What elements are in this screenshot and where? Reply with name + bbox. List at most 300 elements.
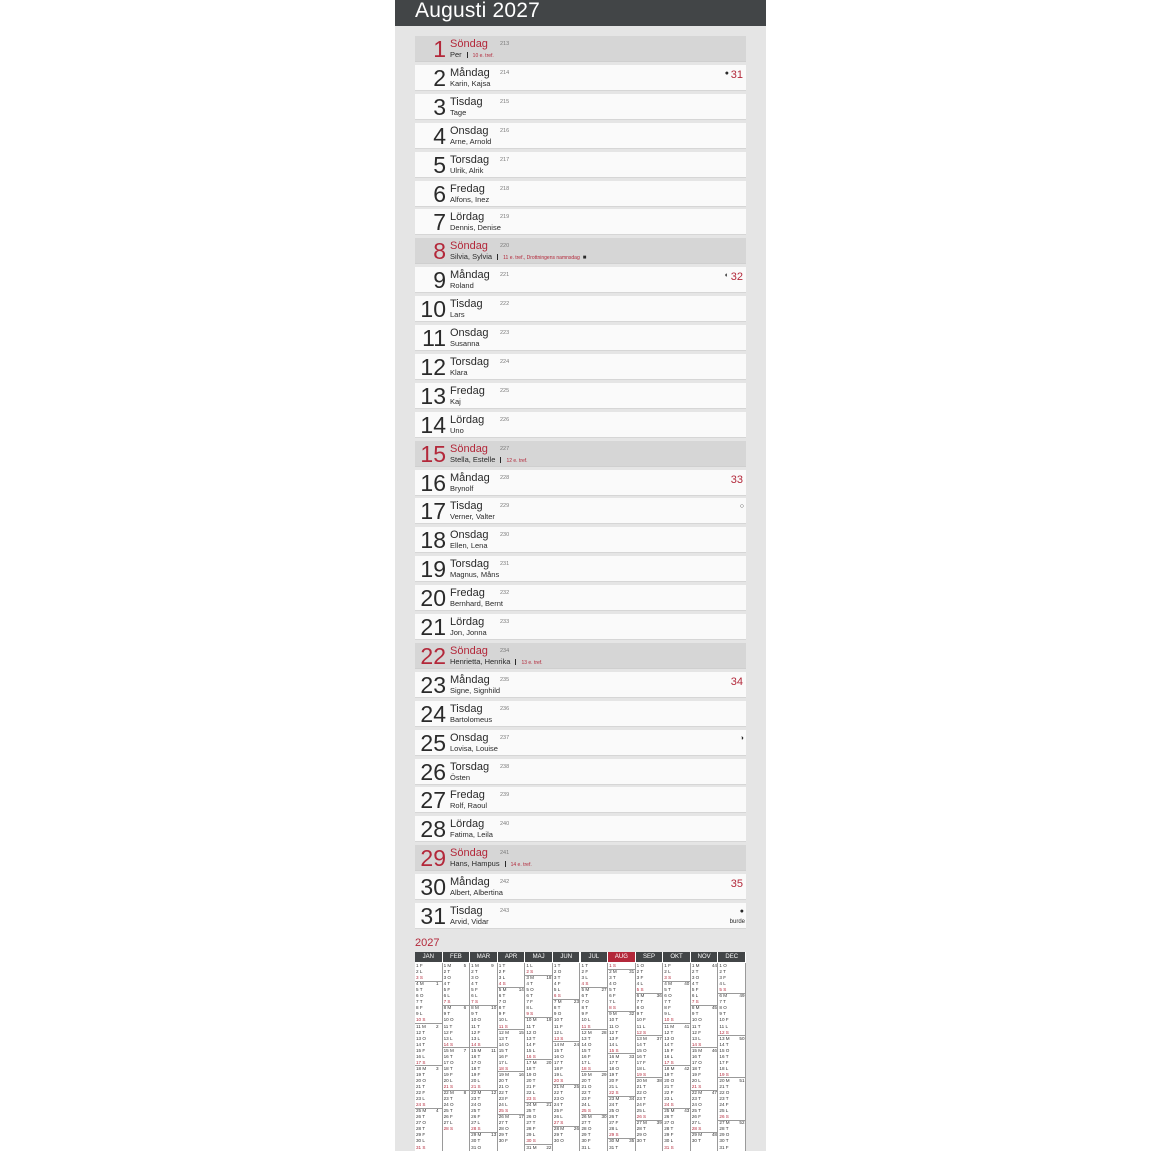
mini-day: 26 M 30 <box>581 1114 607 1120</box>
day-number: 16 <box>420 469 446 496</box>
mini-day: 19 L <box>553 1071 563 1077</box>
mini-day: 4 S <box>498 981 506 987</box>
mini-day: 22 M 47 <box>691 1090 717 1096</box>
mini-week-number: 38 <box>656 1077 662 1083</box>
mini-day: 6 T <box>526 993 533 999</box>
mini-day: 10 O <box>443 1017 454 1023</box>
mini-day: 23 T <box>471 1096 481 1102</box>
mini-day: 26 T <box>609 1114 619 1120</box>
year-calendar <box>415 952 746 1151</box>
mini-day: 9 T <box>443 1011 451 1017</box>
day-number: 3 <box>433 93 446 120</box>
mini-day: 25 S <box>498 1108 509 1114</box>
weekday-label: Måndag <box>450 66 490 79</box>
day-number: 9 <box>433 267 446 294</box>
mini-day: 23 T <box>719 1096 729 1102</box>
mini-day: 19 M 16 <box>498 1071 524 1077</box>
mini-day: 22 T <box>553 1090 564 1096</box>
name-day <box>450 368 468 377</box>
mini-day: 16 F <box>581 1053 591 1059</box>
weekday-label: Måndag <box>450 876 490 889</box>
mini-day: 8 M 45 <box>691 1005 717 1011</box>
mini-week-number: 30 <box>601 1114 607 1120</box>
mini-day: 4 S <box>581 981 589 987</box>
mini-day: 10 T <box>553 1017 564 1023</box>
weekday-label: Lördag <box>450 818 485 831</box>
mini-week-number: 37 <box>656 1035 662 1041</box>
mini-day: 4 M 40 <box>664 981 690 987</box>
day-number: 2 <box>433 64 446 91</box>
mini-day: 5 T <box>664 987 671 993</box>
day-row <box>415 354 746 380</box>
mini-day: 27 F <box>609 1120 619 1126</box>
mini-day: 13 T <box>526 1035 536 1041</box>
weekday-label: Måndag <box>450 269 490 282</box>
day-of-year: 225 <box>500 387 510 394</box>
mini-day: 26 F <box>471 1114 481 1120</box>
mini-day: 24 T <box>609 1102 619 1108</box>
weekday-label: Tisdag <box>450 95 483 108</box>
mini-day: 31 F <box>719 1144 729 1150</box>
name-day <box>450 281 474 290</box>
mini-day: 11 M 2 <box>416 1023 439 1029</box>
moon-phase-icon: ● <box>724 69 729 77</box>
mini-day: 24 O <box>471 1102 482 1108</box>
mini-day: 4 M 1 <box>416 981 439 987</box>
mini-day: 22 M 12 <box>471 1090 497 1096</box>
mini-day: 17 L <box>498 1059 508 1065</box>
name-day-text: Kaj <box>450 396 461 406</box>
moon-phase-icon: ○ <box>739 503 744 511</box>
mini-day: 29 L <box>526 1132 536 1138</box>
day-number: 25 <box>420 729 446 756</box>
mini-day: 23 M 34 <box>609 1096 635 1102</box>
mini-day: 13 O <box>416 1035 426 1041</box>
day-of-year: 222 <box>500 301 510 308</box>
mini-week-number: 10 <box>491 1005 497 1011</box>
brand-logo: burde <box>729 919 745 925</box>
mini-day: 17 S <box>664 1059 674 1065</box>
day-row <box>415 383 746 409</box>
mini-day: 5 F <box>691 987 699 993</box>
mini-day: 23 L <box>664 1096 674 1102</box>
mini-day: 23 T <box>636 1096 646 1102</box>
mini-day: 18 T <box>443 1065 453 1071</box>
name-day <box>450 686 500 695</box>
mini-day: 24 L <box>498 1102 508 1108</box>
day-number: 11 <box>422 325 446 351</box>
mini-day: 28 S <box>471 1126 481 1132</box>
mini-day: 23 T <box>443 1096 453 1102</box>
mini-week-number: 25 <box>573 1084 580 1089</box>
mini-day: 28 T <box>719 1126 729 1132</box>
mini-week-number: 12 <box>491 1090 497 1096</box>
mini-week-number: 40 <box>684 981 690 987</box>
mini-day: 10 O <box>471 1017 482 1023</box>
mini-day: 28 S <box>691 1126 702 1132</box>
mini-day: 27 T <box>526 1120 536 1126</box>
name-day <box>450 484 473 493</box>
day-number: 28 <box>420 816 446 843</box>
weekday-label: Måndag <box>450 471 490 484</box>
mini-day: 27 L <box>443 1120 453 1126</box>
month-column <box>636 963 664 1151</box>
mini-week-number: 33 <box>629 1053 635 1059</box>
mini-day: 14 T <box>719 1041 729 1047</box>
mini-day: 29 T <box>553 1132 564 1138</box>
day-of-year: 226 <box>500 416 510 423</box>
separator-mark <box>497 254 498 260</box>
name-day <box>450 397 461 406</box>
name-day-text: Henrietta, Henrika <box>450 656 511 666</box>
mini-day: 23 O <box>553 1096 564 1102</box>
mini-day: 6 O <box>664 993 672 999</box>
mini-day: 2 S <box>526 969 534 975</box>
mini-day: 18 O <box>609 1065 620 1071</box>
mini-day: 31 L <box>581 1144 591 1150</box>
mini-day: 22 L <box>526 1090 536 1096</box>
mini-day: 25 T <box>443 1108 453 1114</box>
mini-day: 25 T <box>691 1108 701 1114</box>
mini-day: 1 M 44 <box>691 963 717 968</box>
church-day-note: 12 e. tref. <box>506 457 528 464</box>
name-day-text: Magnus, Måns <box>450 570 500 580</box>
week-number: 33 <box>730 473 743 486</box>
mini-day: 24 F <box>719 1102 729 1108</box>
mini-day: 5 L <box>553 987 561 993</box>
day-number: 12 <box>420 353 446 380</box>
day-row <box>415 816 746 842</box>
mini-day: 29 M 48 <box>691 1132 717 1138</box>
mini-week-number: 45 <box>711 1005 717 1011</box>
mini-day: 14 T <box>636 1041 646 1047</box>
month-column <box>691 963 719 1151</box>
mini-day: 29 M 13 <box>471 1132 497 1138</box>
mini-day: 15 T <box>553 1047 564 1053</box>
day-number: 19 <box>420 556 446 583</box>
mini-day: 12 F <box>443 1029 453 1035</box>
mini-day: 23 L <box>416 1096 425 1102</box>
mini-day: 19 T <box>609 1071 619 1077</box>
mini-day: 11 S <box>498 1023 508 1029</box>
day-number: 24 <box>420 700 446 727</box>
mini-day: 9 O <box>553 1011 562 1017</box>
day-number: 31 <box>420 903 446 929</box>
day-of-year: 231 <box>500 561 510 568</box>
weekday-label: Fredag <box>450 384 485 397</box>
day-of-year: 219 <box>500 214 510 221</box>
mini-day: 20 M 51 <box>719 1077 745 1083</box>
mini-day: 29 F <box>664 1132 674 1138</box>
name-day-text: Alfons, Inez <box>450 194 490 204</box>
calendar-page <box>395 0 766 1151</box>
mini-day: 8 M 10 <box>471 1005 497 1011</box>
mini-day: 26 M 17 <box>498 1114 524 1120</box>
name-day-text: Susanna <box>450 339 480 348</box>
mini-day: 24 F <box>636 1102 646 1108</box>
month-header-jan: JAN <box>415 952 443 962</box>
day-row <box>415 152 746 178</box>
mini-day: 18 T <box>526 1065 536 1071</box>
mini-day: 6 L <box>443 993 450 999</box>
mini-day: 1 M 5 <box>443 963 467 968</box>
mini-week-number: 27 <box>601 987 607 993</box>
weekday-label: Fredag <box>450 587 485 600</box>
mini-day: 14 T <box>664 1041 674 1047</box>
mini-week-number: 29 <box>601 1071 607 1077</box>
name-day <box>450 830 493 839</box>
mini-day: 7 S <box>443 999 451 1005</box>
day-of-year: 237 <box>500 734 510 741</box>
day-of-year: 227 <box>500 445 510 452</box>
day-of-year: 224 <box>500 358 510 365</box>
week-number: 31 <box>730 68 743 81</box>
mini-day: 25 M 4 <box>416 1108 439 1114</box>
name-day-text: Ellen, Lena <box>450 541 488 551</box>
mini-day: 22 S <box>609 1090 619 1096</box>
weekday-label: Torsdag <box>450 558 490 571</box>
day-row <box>415 903 746 929</box>
mini-day: 5 O <box>526 987 534 993</box>
mini-week-number: 16 <box>518 1071 524 1077</box>
mini-week-number: 35 <box>629 1138 635 1144</box>
mini-day: 10 S <box>664 1017 674 1023</box>
church-day-note: 11 e. tref., Drottningens namnsdag <box>503 255 580 262</box>
mini-day: 5 F <box>443 987 451 993</box>
church-day-note: 10 e. tref. <box>472 53 494 59</box>
mini-day: 15 T <box>581 1047 591 1053</box>
day-number: 6 <box>433 180 446 207</box>
name-day <box>450 570 499 579</box>
day-row <box>415 412 746 438</box>
mini-day: 4 O <box>609 981 617 987</box>
day-number: 21 <box>420 614 446 640</box>
mini-day: 12 M 28 <box>581 1029 607 1035</box>
mini-day: 1 F <box>416 963 423 968</box>
mini-day: 17 L <box>581 1059 591 1065</box>
mini-day: 25 L <box>719 1108 729 1114</box>
mini-day: 24 L <box>581 1102 591 1108</box>
name-day <box>450 339 480 348</box>
mini-day: 31 O <box>471 1144 482 1150</box>
mini-day: 29 T <box>498 1132 508 1138</box>
mini-day: 15 O <box>719 1047 730 1053</box>
mini-day: 17 T <box>553 1059 564 1065</box>
mini-day: 26 F <box>691 1114 702 1120</box>
mini-day: 29 O <box>636 1132 647 1138</box>
mini-day: 11 T <box>526 1023 536 1029</box>
mini-day: 3 F <box>636 975 644 981</box>
mini-week-number: 36 <box>656 993 662 999</box>
mini-day: 8 F <box>416 1005 423 1011</box>
mini-day: 1 M 9 <box>471 963 494 968</box>
separator-mark <box>515 659 516 665</box>
mini-day: 9 L <box>416 1011 423 1017</box>
mini-day: 8 O <box>719 1005 727 1011</box>
mini-day: 13 M 37 <box>636 1035 662 1041</box>
mini-week-number: 3 <box>436 1065 439 1071</box>
mini-day: 15 F <box>416 1047 426 1053</box>
mini-day: 16 T <box>636 1053 646 1059</box>
day-row <box>415 94 746 120</box>
mini-day: 16 T <box>443 1053 453 1059</box>
mini-day: 5 S <box>719 987 727 993</box>
name-day <box>450 744 498 753</box>
day-of-year: 239 <box>500 792 510 799</box>
mini-day: 15 S <box>609 1047 619 1053</box>
mini-day: 24 M 21 <box>526 1102 552 1108</box>
mini-day: 7 T <box>664 999 671 1005</box>
mini-week-number: 4 <box>436 1108 439 1114</box>
mini-day: 7 M 23 <box>553 999 580 1005</box>
month-header <box>395 0 766 26</box>
mini-day: 11 T <box>443 1023 453 1029</box>
mini-day: 16 L <box>416 1053 425 1059</box>
mini-day: 17 S <box>416 1059 426 1065</box>
separator-mark <box>467 52 468 58</box>
mini-day: 6 T <box>498 993 506 999</box>
moon-phase-icon: ◑ <box>739 734 744 742</box>
mini-day: 7 T <box>719 999 726 1005</box>
mini-day: 4 T <box>526 981 533 987</box>
day-number: 29 <box>420 845 446 872</box>
month-column <box>718 963 746 1151</box>
mini-day: 5 T <box>609 987 616 993</box>
mini-day: 28 O <box>498 1126 509 1132</box>
weekday-label: Lördag <box>450 616 485 628</box>
mini-day: 5 M 27 <box>581 987 607 993</box>
mini-day: 19 T <box>416 1071 426 1077</box>
day-row <box>415 845 746 871</box>
mini-day: 8 F <box>664 1005 671 1011</box>
mini-week-number: 21 <box>546 1102 552 1108</box>
mini-day: 18 M 3 <box>416 1065 439 1071</box>
mini-week-number: 9 <box>491 963 494 968</box>
mini-day: 3 L <box>498 975 506 981</box>
moon-phase-icon: ● <box>739 908 744 915</box>
day-of-year: 236 <box>500 705 510 712</box>
mini-day: 6 M 49 <box>719 993 745 999</box>
day-number: 27 <box>420 787 446 814</box>
month-header-jul: JUL <box>581 952 609 962</box>
day-number: 13 <box>420 382 446 409</box>
mini-day: 5 M 14 <box>498 987 524 993</box>
name-day-text: Lovisa, Louise <box>450 743 498 753</box>
mini-day: 9 S <box>526 1011 534 1017</box>
day-row <box>415 759 746 785</box>
mini-day: 26 S <box>719 1114 729 1120</box>
mini-day: 19 O <box>526 1071 537 1077</box>
mini-week-number: 23 <box>573 999 580 1005</box>
mini-day: 8 M 6 <box>443 1005 467 1011</box>
month-column <box>525 963 553 1151</box>
mini-day: 29 O <box>719 1132 730 1138</box>
mini-day: 15 M 7 <box>443 1047 467 1053</box>
mini-day: 9 M 32 <box>609 1011 635 1017</box>
mini-day: 2 F <box>498 969 506 975</box>
mini-day: 30 M 35 <box>609 1138 635 1144</box>
mini-day: 9 F <box>581 1011 589 1017</box>
mini-day: 19 F <box>691 1071 702 1077</box>
name-day <box>450 773 470 782</box>
mini-day: 29 S <box>609 1132 619 1138</box>
mini-day: 14 L <box>609 1041 619 1047</box>
mini-day: 13 L <box>443 1035 453 1041</box>
mini-day: 12 F <box>471 1029 481 1035</box>
mini-day: 30 T <box>636 1138 646 1144</box>
mini-day: 27 M 52 <box>719 1120 745 1126</box>
weekday-label: Söndag <box>450 847 488 860</box>
mini-day: 12 F <box>691 1029 702 1035</box>
mini-day: 26 T <box>416 1114 426 1120</box>
day-number: 15 <box>420 440 446 467</box>
mini-week-number: 5 <box>463 963 467 968</box>
mini-day: 22 O <box>636 1090 647 1096</box>
mini-day: 6 F <box>609 993 616 999</box>
mini-day: 1 L <box>526 963 533 968</box>
mini-day: 8 T <box>581 1005 589 1011</box>
mini-day: 3 O <box>471 975 479 981</box>
mini-day: 1 T <box>581 963 589 968</box>
month-header-maj: MAJ <box>525 952 553 962</box>
mini-day: 26 L <box>553 1114 563 1120</box>
mini-day: 13 F <box>609 1035 619 1041</box>
mini-day: 20 O <box>664 1077 675 1083</box>
week-number: 32 <box>730 271 743 284</box>
mini-week-number: 13 <box>491 1132 497 1138</box>
name-day-text: Fatima, Leila <box>450 830 493 840</box>
name-day-text: Östen <box>450 772 471 782</box>
weekday-label: Fredag <box>450 789 485 802</box>
mini-week-number: 7 <box>463 1047 467 1053</box>
weekday-label: Fredag <box>450 182 485 195</box>
name-day <box>450 455 528 466</box>
mini-day: 17 T <box>609 1059 619 1065</box>
mini-day: 19 T <box>664 1071 674 1077</box>
mini-day: 22 O <box>719 1090 730 1096</box>
day-number: 5 <box>433 151 446 178</box>
day-number: 1 <box>433 36 446 62</box>
day-of-year: 223 <box>500 330 510 336</box>
mini-day: 1 T <box>498 963 506 968</box>
mini-day: 27 O <box>664 1120 675 1126</box>
mini-day: 20 F <box>609 1077 619 1083</box>
mini-day: 13 M 50 <box>719 1035 745 1041</box>
mini-day: 13 T <box>498 1035 508 1041</box>
name-day-text: Arvid, Vidar <box>450 917 489 926</box>
name-day <box>450 223 501 232</box>
mini-day: 8 S <box>609 1005 616 1011</box>
mini-day: 16 O <box>553 1053 564 1059</box>
month-column <box>608 963 636 1151</box>
mini-day: 3 T <box>553 975 561 981</box>
mini-day: 12 O <box>526 1029 537 1035</box>
mini-day: 30 L <box>416 1138 425 1144</box>
mini-day: 3 F <box>719 975 727 981</box>
mini-week-number: 48 <box>711 1132 717 1138</box>
mini-week-number: 15 <box>518 1029 524 1035</box>
mini-day: 12 T <box>609 1029 619 1035</box>
mini-day: 16 T <box>691 1053 701 1059</box>
day-number: 14 <box>420 411 446 438</box>
day-row <box>415 527 746 553</box>
name-day-text: Arne, Arnold <box>450 136 492 146</box>
day-row <box>415 787 746 813</box>
mini-day: 20 O <box>416 1077 426 1083</box>
mini-day: 29 F <box>416 1132 426 1138</box>
mini-day: 23 S <box>526 1096 536 1102</box>
mini-day: 9 T <box>691 1011 699 1017</box>
